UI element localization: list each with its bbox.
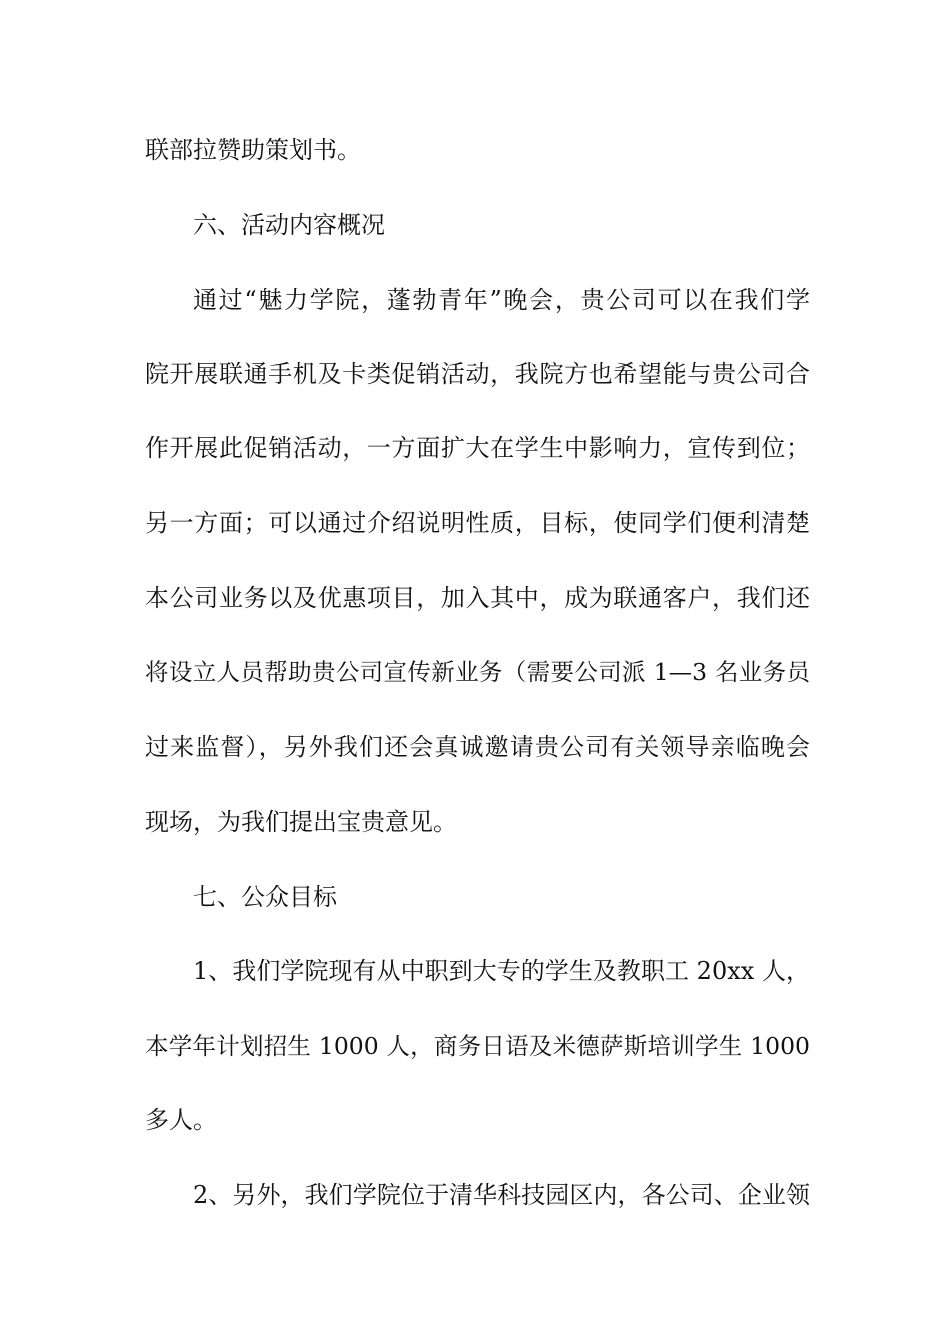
text-line: 作开展此促销活动，一方面扩大在学生中影响力，宣传到位；	[145, 434, 810, 462]
section-heading: 六、活动内容概况	[193, 211, 385, 239]
text-line: 过来监督），另外我们还会真诚邀请贵公司有关领导亲临晚会	[145, 733, 810, 761]
text-line: 1、我们学院现有从中职到大专的学生及教职工 20xx 人，	[193, 957, 810, 985]
text-line: 通过“魅力学院，蓬勃青年”晚会，贵公司可以在我们学	[193, 286, 810, 314]
text-line: 另一方面；可以通过介绍说明性质，目标，使同学们便利清楚	[145, 509, 810, 537]
text-line: 现场，为我们提出宝贵意见。	[145, 808, 457, 836]
text-line: 将设立人员帮助贵公司宣传新业务（需要公司派 1—3 名业务员	[145, 658, 810, 686]
text-line: 本公司业务以及优惠项目，加入其中，成为联通客户，我们还	[145, 584, 810, 612]
text-line: 院开展联通手机及卡类促销活动，我院方也希望能与贵公司合	[145, 360, 810, 388]
text-line: 本学年计划招生 1000 人，商务日语及米德萨斯培训学生 1000	[145, 1032, 810, 1060]
section-heading: 七、公众目标	[193, 883, 337, 911]
text-line: 2、另外，我们学院位于清华科技园区内，各公司、企业领	[193, 1181, 810, 1209]
text-line: 联部拉赞助策划书。	[145, 136, 361, 164]
text-line: 多人。	[145, 1106, 217, 1134]
